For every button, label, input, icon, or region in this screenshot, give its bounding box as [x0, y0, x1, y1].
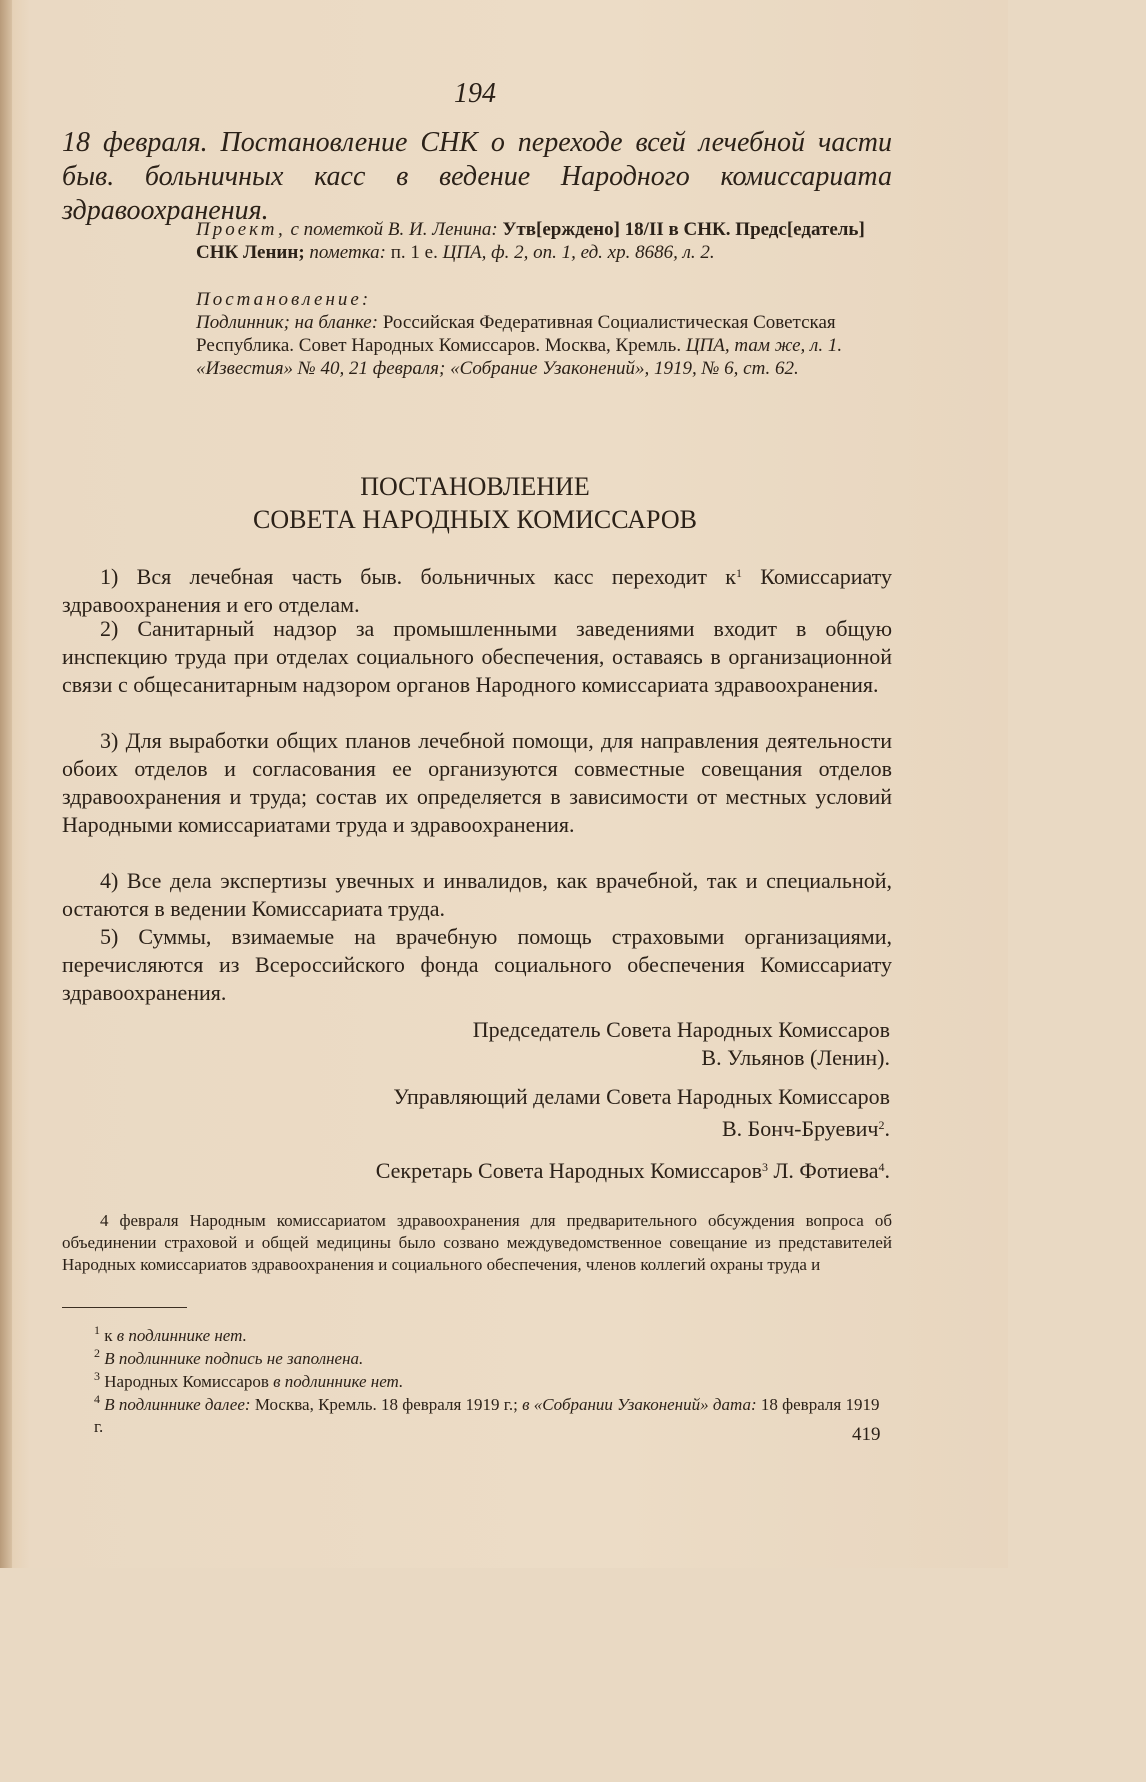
- source-resolution-label: Постановление:: [196, 289, 372, 310]
- paragraph-3: [62, 727, 892, 839]
- footnote-3-number: 3: [94, 1369, 100, 1383]
- source-original: [196, 311, 890, 357]
- book-spine-shadow: [0, 0, 12, 1568]
- signature-manager: [393, 1083, 890, 1143]
- source-original-label: Подлинник; на бланке:: [196, 312, 379, 333]
- signature-manager-name-line: В. Бонч-Бруевич$^2$.: [721, 1116, 890, 1141]
- footnote-4-number: 4: [94, 1392, 100, 1406]
- paragraph-4: [62, 867, 892, 923]
- paragraph-3-text: 3) Для выработки общих планов лечебной помощи, для направления деятельности обоих отделов и согласования ее организуются совместные совещания отделов здравоохранения и труда; состав их определяется в зависимости от местных условий Народными комиссариатами труда и здравоохранения.: [62, 728, 892, 837]
- source-draft: [196, 218, 890, 264]
- footnote-ref-1: 1: [735, 566, 742, 580]
- document-heading: 18 февраля. Постановление СНК о переходе всей лечебной части быв. больничных касс в ведение Народного комиссариата здравоохранения.: [62, 127, 892, 226]
- source-draft-label: Проект,: [196, 219, 286, 240]
- source-publication: «Известия» № 40, 21 февраля; «Собрание Узаконений», 1919, № 6, ст. 62.: [196, 358, 799, 379]
- page-number: 419: [852, 1424, 881, 1445]
- footnote-4-label: В подлиннике далее:: [104, 1395, 251, 1414]
- source-draft-mark-value: п. 1 е.: [390, 242, 438, 263]
- paragraph-4-text: 4) Все дела экспертизы увечных и инвалидов, как врачебной, так и специальной, остаются в ведении Комиссариата труда.: [62, 868, 892, 921]
- footnote-divider: [62, 1307, 187, 1308]
- paragraph-5: [62, 923, 892, 1007]
- source-draft-mark-label: пометка:: [309, 242, 386, 263]
- footnote-4-date: 18 февраля 1919 г.: [94, 1395, 880, 1436]
- signature-secretary-name: Л. Фотиева: [773, 1158, 879, 1183]
- paragraph-5-text: 5) Суммы, взимаемые на врачебную помощь страховыми организациями, перечисляются из Всероссийского фонда социального обеспечения Комиссариату здравоохранения.: [62, 924, 892, 1005]
- footnote-1-text: в подлиннике нет.: [116, 1326, 247, 1345]
- editorial-note-text: 4 февраля Народным комиссариатом здравоохранения для предварительного обсуждения вопроса об объединении страховой и общей медицины было созвано междуведомственное совещание из представителей Народных комиссариатов здравоохранения и социального обеспечения, членов коллегий охраны труда и: [62, 1211, 892, 1274]
- footnote-3-text: в подлиннике нет.: [273, 1372, 404, 1391]
- paragraph-2: [62, 615, 892, 699]
- editorial-note: [62, 1210, 892, 1276]
- resolution-title-line-1: ПОСТАНОВЛЕНИЕ: [360, 472, 590, 501]
- resolution-title-line-2: СОВЕТА НАРОДНЫХ КОМИССАРОВ: [253, 505, 697, 534]
- document-number: 194: [454, 78, 496, 109]
- footnote-4: [94, 1388, 890, 1438]
- paragraph-2-text: 2) Санитарный надзор за промышленными заведениями входит в общую инспекцию труда при отделах социального обеспечения, оставаясь в организационной связи с общесанитарным надзором органов Народного комиссариата здравоохранения.: [62, 616, 892, 697]
- footnote-ref-2: 2: [878, 1118, 885, 1132]
- source-draft-note: с пометкой В. И. Ленина:: [290, 219, 498, 240]
- source-resolution: [196, 288, 890, 311]
- signature-manager-title: Управляющий делами Совета Народных Комиссаров: [393, 1084, 890, 1109]
- signature-chairman: [473, 1016, 890, 1072]
- signature-manager-name: В. Бонч-Бруевич: [721, 1116, 879, 1141]
- footnote-2-text: В подлиннике подпись не заполнена.: [104, 1349, 364, 1368]
- resolution-title: [0, 470, 950, 536]
- signature-secretary: Секретарь Совета Народных Комиссаров$^3$ Л. Фотиева$^4$.: [375, 1158, 890, 1183]
- signature-chairman-title: Председатель Совета Народных Комиссаров: [472, 1017, 890, 1042]
- paragraph-1-text-a: 1) Вся лечебная часть быв. больничных касс переходит к: [100, 564, 736, 589]
- source-original-text: Российская Федеративная Социалистическая Советская Республика. Совет Народных Комиссаров. Москва, Кремль.: [196, 312, 836, 356]
- source-original-archive: ЦПА, там же, л. 1.: [685, 335, 843, 356]
- footnote-2-number: 2: [94, 1346, 100, 1360]
- paragraph-1-text-b: Комиссариату здравоохранения и его отделам.: [62, 564, 893, 617]
- footnote-1-word: к: [104, 1326, 113, 1345]
- footnote-1-number: 1: [94, 1323, 100, 1337]
- paragraph-1: [62, 559, 892, 619]
- signature-chairman-name: В. Ульянов (Ленин).: [701, 1045, 890, 1070]
- footnote-4-label-2: в «Собрании Узаконений» дата:: [522, 1395, 757, 1414]
- footnote-3-words: Народных Комиссаров: [104, 1372, 269, 1391]
- source-draft-approval: Утв[ерждено] 18/II в СНК. Предс[едатель] СНК Ленин;: [196, 219, 865, 263]
- source-draft-archive: ЦПА, ф. 2, оп. 1, ед. хр. 8686, л. 2.: [442, 242, 715, 263]
- footnote-ref-4: 4: [878, 1160, 885, 1174]
- signature-secretary-title: Секретарь Совета Народных Комиссаров: [375, 1158, 762, 1183]
- footnote-4-text: Москва, Кремль. 18 февраля 1919 г.;: [254, 1395, 518, 1414]
- footnote-ref-3: 3: [761, 1160, 768, 1174]
